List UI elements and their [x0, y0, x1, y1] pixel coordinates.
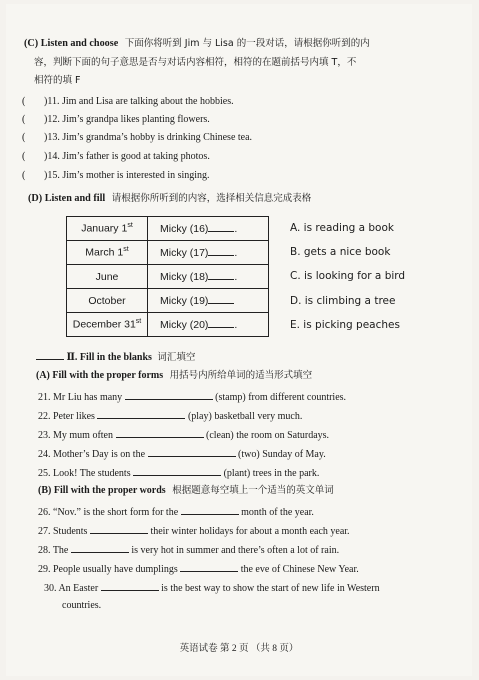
answer-blank[interactable]: [97, 409, 185, 419]
date-cell: December 31st: [67, 313, 148, 337]
sub-a-title: (A) Fill with the proper forms: [36, 370, 164, 381]
sub-b-heading: [38, 485, 334, 497]
question-21: 21. Mr Liu has many (stamp) from different countries.: [38, 392, 347, 403]
question-30: 30. An Easter is the best way to show the start of new life in Western: [44, 583, 380, 594]
answer-paren[interactable]: (: [22, 132, 26, 143]
question-text: )11. Jim and Lisa are talking about the hobbies.: [44, 96, 234, 107]
answer-blank[interactable]: [125, 390, 213, 400]
table-row: [67, 265, 269, 289]
date-cell: October: [67, 289, 148, 313]
table-row: [67, 241, 269, 265]
answer-blank[interactable]: [208, 318, 234, 328]
answer-blank[interactable]: [181, 505, 239, 515]
date-cell: June: [67, 265, 148, 289]
fill-table: [66, 216, 269, 337]
part-ii-title: Ⅱ. Fill in the blanks: [66, 352, 152, 363]
option-d: D. is climbing a tree: [290, 295, 396, 307]
name-cell: Micky (19): [148, 289, 269, 313]
question-14: [22, 151, 210, 163]
question-24: 24. Mother’s Day is on the (two) Sunday of May.: [38, 449, 326, 460]
question-27: 27. Students their winter holidays for about a month each year.: [38, 526, 350, 537]
part-c-instruction-3: 相符的填 F: [34, 75, 81, 86]
answer-blank[interactable]: [208, 294, 234, 304]
table-row: [67, 313, 269, 337]
name-cell: Micky (17) .: [148, 241, 269, 265]
date-cell: March 1st: [67, 241, 148, 265]
question-text: )15. Jim’s mother is interested in singing.: [44, 170, 210, 181]
answer-blank[interactable]: [208, 222, 234, 232]
question-22: 22. Peter likes (play) basketball very much.: [38, 411, 303, 422]
answer-blank[interactable]: [71, 543, 129, 553]
question-30-continued: countries.: [62, 600, 102, 611]
option-e: E. is picking peaches: [290, 319, 400, 331]
part-d-heading: [28, 193, 311, 205]
answer-blank[interactable]: [90, 524, 148, 534]
option-c: C. is looking for a bird: [290, 270, 406, 282]
question-12: [22, 114, 210, 126]
answer-blank[interactable]: [148, 447, 236, 457]
answer-paren[interactable]: (: [22, 114, 26, 125]
table-row: [67, 289, 269, 313]
sub-a-heading: [36, 370, 312, 382]
answer-paren[interactable]: (: [22, 96, 26, 107]
part-d-title: (D) Listen and fill: [28, 193, 106, 204]
answer-paren[interactable]: (: [22, 170, 26, 181]
answer-blank[interactable]: [208, 270, 234, 280]
question-text: )12. Jim’s grandpa likes planting flowers.: [44, 114, 210, 125]
answer-blank[interactable]: [180, 562, 238, 572]
question-28: 28. The is very hot in summer and there’s often a lot of rain.: [38, 545, 340, 556]
question-26: 26. “Nov.” is the short form for the month of the year.: [38, 507, 314, 518]
part-c-title: (C) Listen and choose: [24, 38, 119, 49]
answer-blank[interactable]: [116, 428, 204, 438]
name-cell: Micky (16) .: [148, 217, 269, 241]
score-blank[interactable]: [36, 350, 64, 360]
part-c-instruction-1: 下面你将听到 Jim 与 Lisa 的一段对话，请根据你听到的内: [124, 38, 370, 49]
name-cell: Micky (20) .: [148, 313, 269, 337]
date-cell: January 1st: [67, 217, 148, 241]
table-row: [67, 217, 269, 241]
part-d-instruction: 请根据你所听到的内容，选择相关信息完成表格: [111, 193, 312, 204]
question-text: )13. Jim’s grandma’s hobby is drinking Chinese tea.: [44, 132, 253, 143]
part-ii-title-cn: 词汇填空: [157, 352, 196, 363]
name-cell: Micky (18) .: [148, 265, 269, 289]
part-c-heading-line1: [24, 38, 370, 50]
sub-a-instruction: 用括号内所给单词的适当形式填空: [169, 370, 313, 381]
question-text: )14. Jim’s father is good at taking photos.: [44, 151, 210, 162]
question-11: [22, 96, 234, 108]
option-b: B. gets a nice book: [290, 246, 391, 258]
answer-blank[interactable]: [208, 246, 234, 256]
question-13: [22, 132, 252, 144]
question-15: [22, 170, 210, 182]
part-ii-heading: [36, 350, 195, 364]
answer-paren[interactable]: (: [22, 151, 26, 162]
sub-b-title: (B) Fill with the proper words: [38, 485, 166, 496]
sub-b-instruction: 根据题意每空填上一个适当的英文单词: [172, 485, 334, 496]
page-footer: 英语试卷 第 2 页 （共 8 页）: [179, 644, 299, 654]
answer-blank[interactable]: [133, 466, 221, 476]
question-25: 25. Look! The students (plant) trees in the park.: [38, 468, 320, 479]
exam-page: [6, 4, 472, 676]
option-a: A. is reading a book: [290, 222, 394, 234]
question-29: 29. People usually have dumplings the eve of Chinese New Year.: [38, 564, 359, 575]
question-23: 23. My mum often (clean) the room on Saturdays.: [38, 430, 330, 441]
answer-blank[interactable]: [101, 581, 159, 591]
part-c-instruction-2: 容，判断下面的句子意思是否与对话内容相符，相符的在题前括号内填 T，不: [34, 57, 357, 68]
